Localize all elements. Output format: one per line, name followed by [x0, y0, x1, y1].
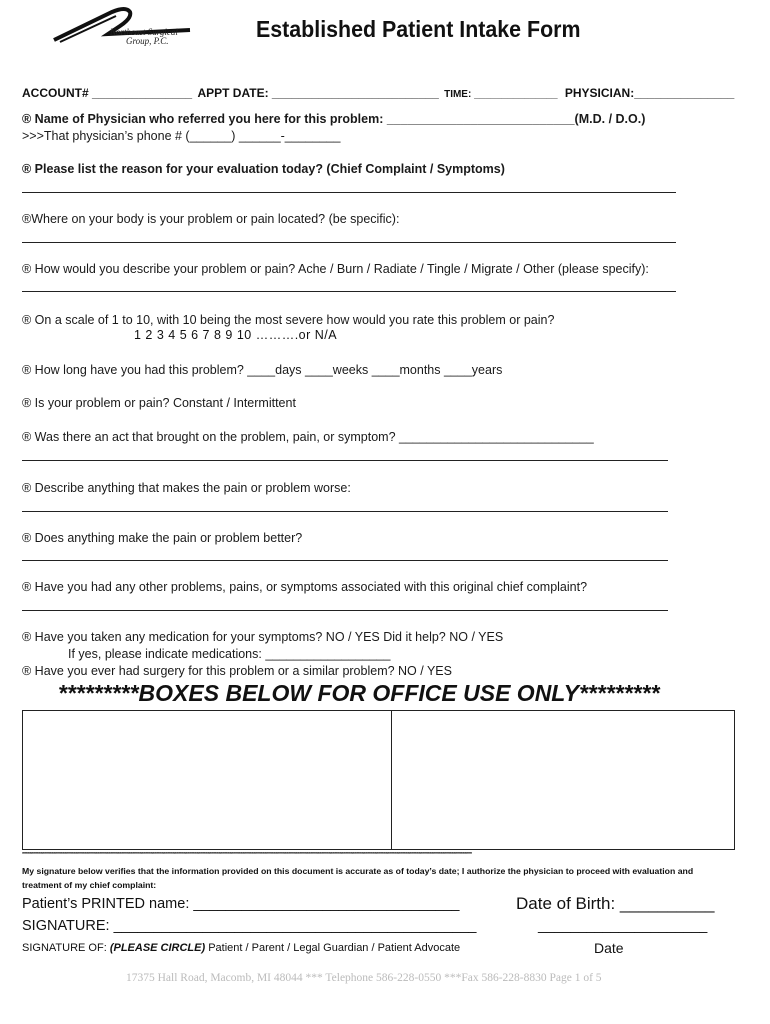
- office-use-box-right: [391, 710, 735, 850]
- time-field[interactable]: TIME: _______________: [444, 89, 558, 100]
- question-medication[interactable]: ® Have you taken any medication for your symptoms? NO / YES Did it help? NO / YES: [22, 630, 504, 644]
- question-description: ® How would you describe your problem or pain? Ache / Burn / Radiate / Tingle / Migrate / Other (please specify):: [22, 262, 649, 276]
- answer-line-location[interactable]: [22, 242, 676, 243]
- please-circle-label: (PLEASE CIRCLE): [109, 942, 206, 954]
- logo-line2: Group, P.C.: [126, 36, 169, 46]
- question-cause: ® Was there an act that brought on the problem, pain, or symptom? ____________________________: [22, 430, 594, 444]
- question-pain-scale: ® On a scale of 1 to 10, with 10 being the most severe how would you rate this problem or pain?: [22, 313, 555, 327]
- referring-physician-field[interactable]: ___________________________(M.D. / D.O.): [386, 112, 646, 126]
- answer-line-description[interactable]: [22, 291, 676, 292]
- physician-field[interactable]: PHYSICIAN:_______________: [564, 86, 735, 100]
- signature-of-line: [22, 942, 460, 954]
- question-other-symptoms: ® Have you had any other problems, pains, or symptoms associated with this original chief complaint?: [22, 580, 588, 594]
- answer-line-worse[interactable]: [22, 511, 668, 512]
- office-use-heading: *********BOXES BELOW FOR OFFICE USE ONLY*********: [58, 680, 660, 706]
- question-better: ® Does anything make the pain or problem better?: [22, 531, 303, 545]
- answer-line-other-symptoms[interactable]: [22, 610, 668, 611]
- signature-date-field[interactable]: _____________________: [538, 918, 708, 934]
- verification-text: My signature below verifies that the information provided on this document is accurate as of today’s date; I authorize the physician to proceed with evaluation and treatment of my chief complaint:: [22, 866, 694, 890]
- question-constant-intermittent[interactable]: ® Is your problem or pain? Constant / Intermittent: [22, 396, 296, 410]
- question-chief-complaint: ® Please list the reason for your evaluation today? (Chief Complaint / Symptoms): [22, 162, 505, 176]
- signature-field[interactable]: SIGNATURE: _____________________________________________: [22, 918, 477, 934]
- date-of-birth-field[interactable]: Date of Birth: __________: [516, 894, 715, 913]
- referring-phone-field[interactable]: >>>That physician’s phone # (______) ______-________: [22, 129, 341, 143]
- medications-field[interactable]: If yes, please indicate medications: __________________: [68, 647, 391, 661]
- signer-role-options[interactable]: Patient / Parent / Legal Guardian / Patient Advocate: [205, 942, 461, 954]
- printed-name-field[interactable]: Patient’s PRINTED name: _________________________________: [22, 896, 460, 912]
- footer-address: 17375 Hall Road, Macomb, MI 48044 *** Telephone 586-228-0550 ***Fax 586-228-8830 Page 1 of 5: [126, 972, 602, 984]
- account-field[interactable]: ACCOUNT# _______________: [22, 86, 193, 100]
- question-duration[interactable]: ® How long have you had this problem? ____days ____weeks ____months ____years: [22, 363, 503, 377]
- answer-line-chief-complaint[interactable]: [22, 192, 676, 193]
- logo-text: [110, 28, 178, 46]
- answer-line-better[interactable]: [22, 560, 668, 561]
- separator-stars: *****************************************************************************************************************************************************************************************************************************************************: [22, 852, 472, 858]
- office-use-box-left: [22, 710, 392, 850]
- appt-date-field[interactable]: APPT DATE: _________________________: [197, 86, 439, 100]
- answer-line-cause[interactable]: [22, 460, 668, 461]
- question-label: ® Name of Physician who referred you here for this problem:: [22, 112, 384, 126]
- logo: [50, 6, 210, 46]
- signature-of-label: SIGNATURE OF:: [22, 942, 110, 954]
- question-location: ®Where on your body is your problem or pain located? (be specific):: [22, 212, 400, 226]
- question-referring-physician: [22, 112, 645, 126]
- date-label: Date: [594, 940, 624, 956]
- page-title: Established Patient Intake Form: [256, 16, 581, 42]
- question-worse: ® Describe anything that makes the pain or problem worse:: [22, 481, 351, 495]
- question-surgery[interactable]: ® Have you ever had surgery for this problem or a similar problem? NO / YES: [22, 664, 452, 678]
- account-row: [22, 86, 734, 100]
- pain-scale-options[interactable]: 1 2 3 4 5 6 7 8 9 10 ……….or N/A: [134, 328, 338, 342]
- logo-line1: Northeast Surgical: [110, 27, 178, 37]
